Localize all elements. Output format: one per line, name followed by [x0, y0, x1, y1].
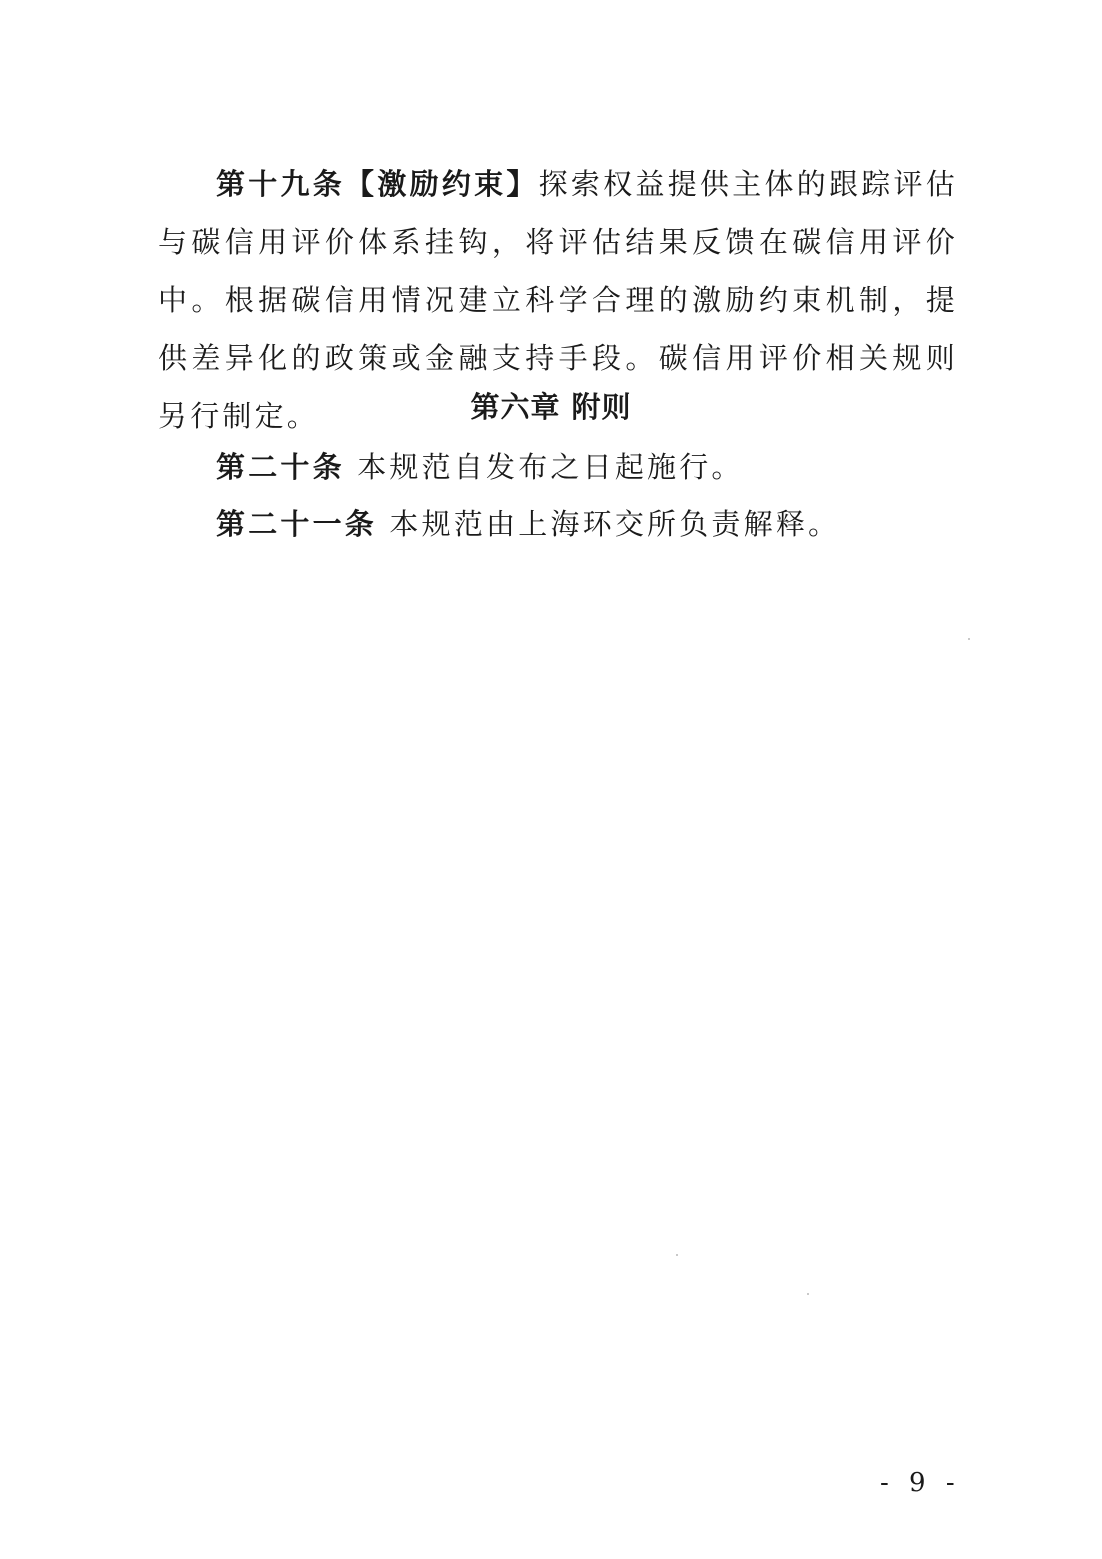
article-20-text: 本规范自发布之日起施行。 — [344, 450, 744, 484]
article-21-text: 本规范由上海环交所负责解释。 — [377, 507, 841, 541]
chapter-title: 第六章 附则 — [470, 390, 632, 424]
scan-speck — [676, 1254, 678, 1256]
page-number: - 9 - — [880, 1468, 961, 1498]
article-20 — [158, 438, 958, 496]
article-19-text: 探索权益提供主体的跟踪评估与碳信用评价体系挂钩，将评估结果反馈在碳信用评价中。根据碳信用情况建立科学合理的激励约束机制，提供差异化的政策或金融支持手段。碳信用评价相关规则另行制定。 — [158, 167, 958, 433]
scan-speck — [968, 638, 970, 640]
article-19-heading: 第十九条【激励约束】 — [216, 167, 539, 201]
article-21-heading: 第二十一条 — [216, 507, 378, 541]
scan-speck — [807, 1293, 809, 1295]
article-21 — [158, 495, 958, 553]
article-20-heading: 第二十条 — [216, 450, 345, 484]
